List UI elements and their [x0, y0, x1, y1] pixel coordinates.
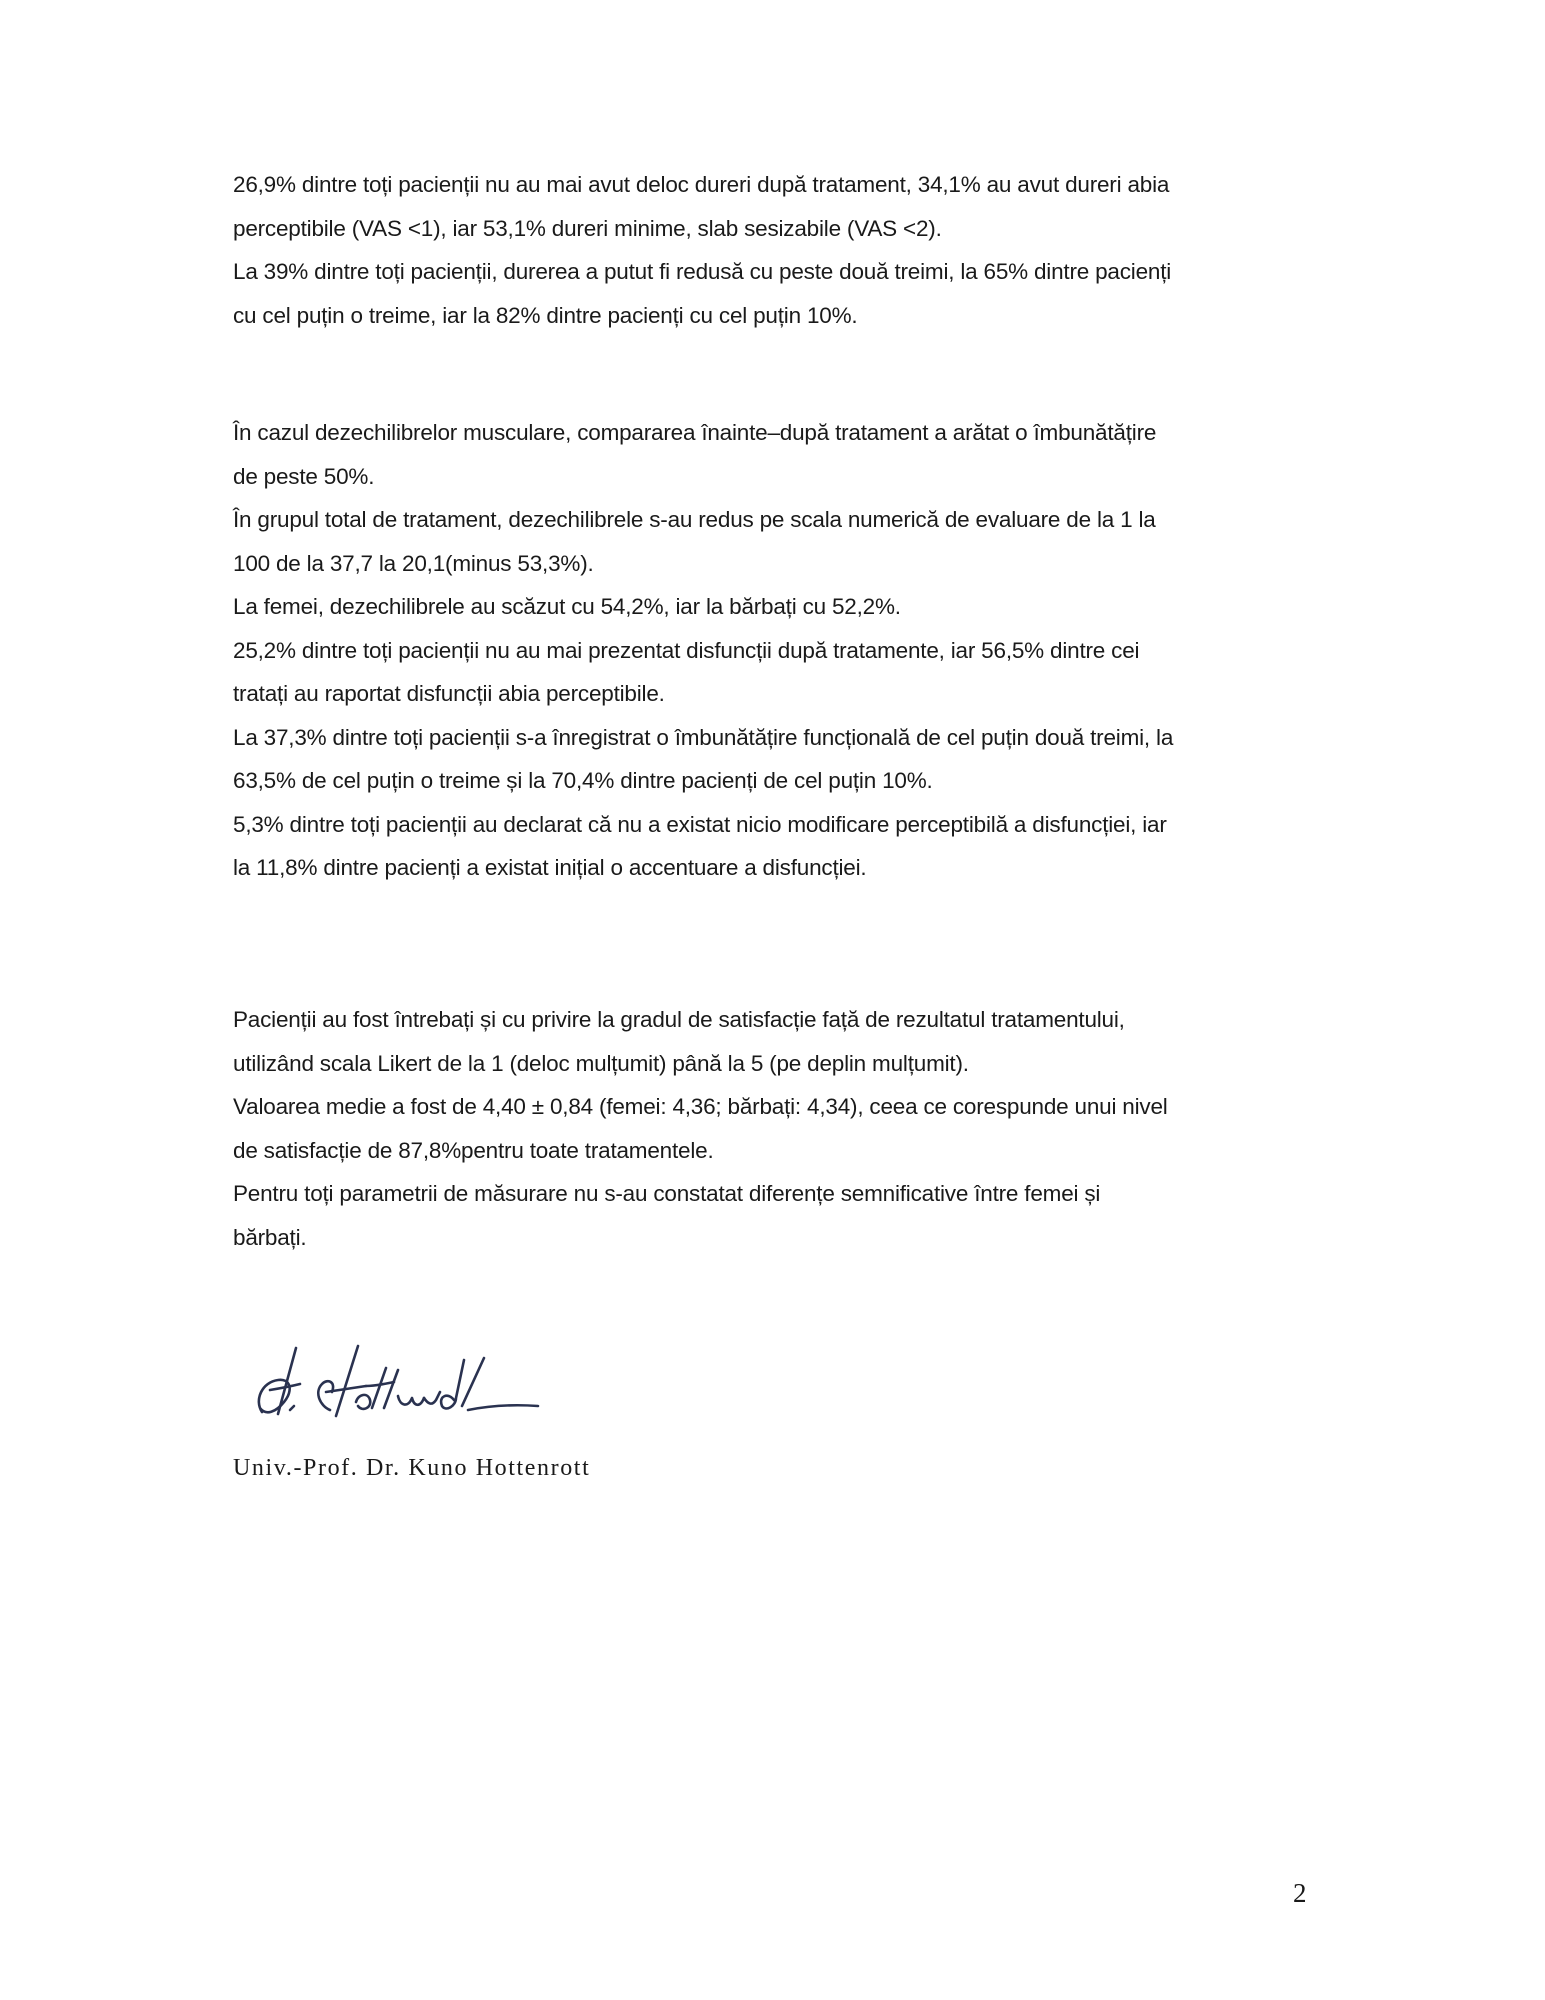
- text-line: În grupul total de tratament, dezechilibrele s-au redus pe scala numerică de evaluare de la 1 la: [233, 507, 1156, 532]
- satisfaction-paragraph: [233, 998, 1323, 1259]
- text-line: utilizând scala Likert de la 1 (deloc mulțumit) până la 5 (pe deplin mulțumit).: [233, 1050, 969, 1076]
- text-line: bărbați.: [233, 1224, 307, 1250]
- text-line: 25,2% dintre toți pacienții nu au mai prezentat disfuncții după tratamente, iar 56,5% dintre cei: [233, 637, 1140, 663]
- text-line: La femei, dezechilibrele au scăzut cu 54,2%, iar la bărbați cu 52,2%.: [233, 594, 901, 619]
- text-line: tratați au raportat disfuncții abia perceptibile.: [233, 681, 665, 706]
- text-line: de peste 50%.: [233, 463, 375, 489]
- text-line: La 39% dintre toți pacienții, durerea a putut fi redusă cu peste două treimi, la 65% dintre pacienți: [233, 259, 1172, 284]
- text-line: Valoarea medie a fost de 4,40 ± 0,84 (femei: 4,36; bărbați: 4,34), ceea ce corespunde unui nivel: [233, 1094, 1168, 1119]
- signature-icon: [248, 1330, 548, 1430]
- text-line: 5,3% dintre toți pacienții au declarat că nu a existat nicio modificare perceptibilă a disfuncției, iar: [233, 811, 1167, 837]
- signer-name: Univ.-Prof. Dr. Kuno Hottenrott: [233, 1455, 591, 1481]
- text-line: Pentru toți parametrii de măsurare nu s-au constatat diferențe semnificative între femei și: [233, 1181, 1101, 1206]
- page-number: 2: [1293, 1878, 1307, 1908]
- muscle-imbalance-paragraph: [233, 411, 1323, 890]
- pain-results-paragraph: [233, 163, 1323, 337]
- text-line: perceptibile (VAS <1), iar 53,1% dureri minime, slab sesizabile (VAS <2).: [233, 215, 942, 241]
- text-line: Pacienții au fost întrebați și cu privire la gradul de satisfacție față de rezultatul tratamentului,: [233, 1007, 1125, 1032]
- text-line: În cazul dezechilibrelor musculare, compararea înainte–după tratament a arătat o îmbunătățire: [233, 420, 1157, 445]
- text-line: cu cel puțin o treime, iar la 82% dintre pacienți cu cel puțin 10%.: [233, 302, 858, 328]
- text-line: 26,9% dintre toți pacienții nu au mai avut deloc dureri după tratament, 34,1% au avut dureri abia: [233, 172, 1170, 197]
- text-line: la 11,8% dintre pacienți a existat inițial o accentuare a disfuncției.: [233, 855, 867, 880]
- text-line: de satisfacție de 87,8%pentru toate tratamentele.: [233, 1137, 714, 1163]
- text-line: 100 de la 37,7 la 20,1(minus 53,3%).: [233, 550, 594, 576]
- text-line: 63,5% de cel puțin o treime și la 70,4% dintre pacienți de cel puțin 10%.: [233, 768, 933, 793]
- text-line: La 37,3% dintre toți pacienții s-a înregistrat o îmbunătățire funcțională de cel puțin două treimi, la: [233, 724, 1174, 750]
